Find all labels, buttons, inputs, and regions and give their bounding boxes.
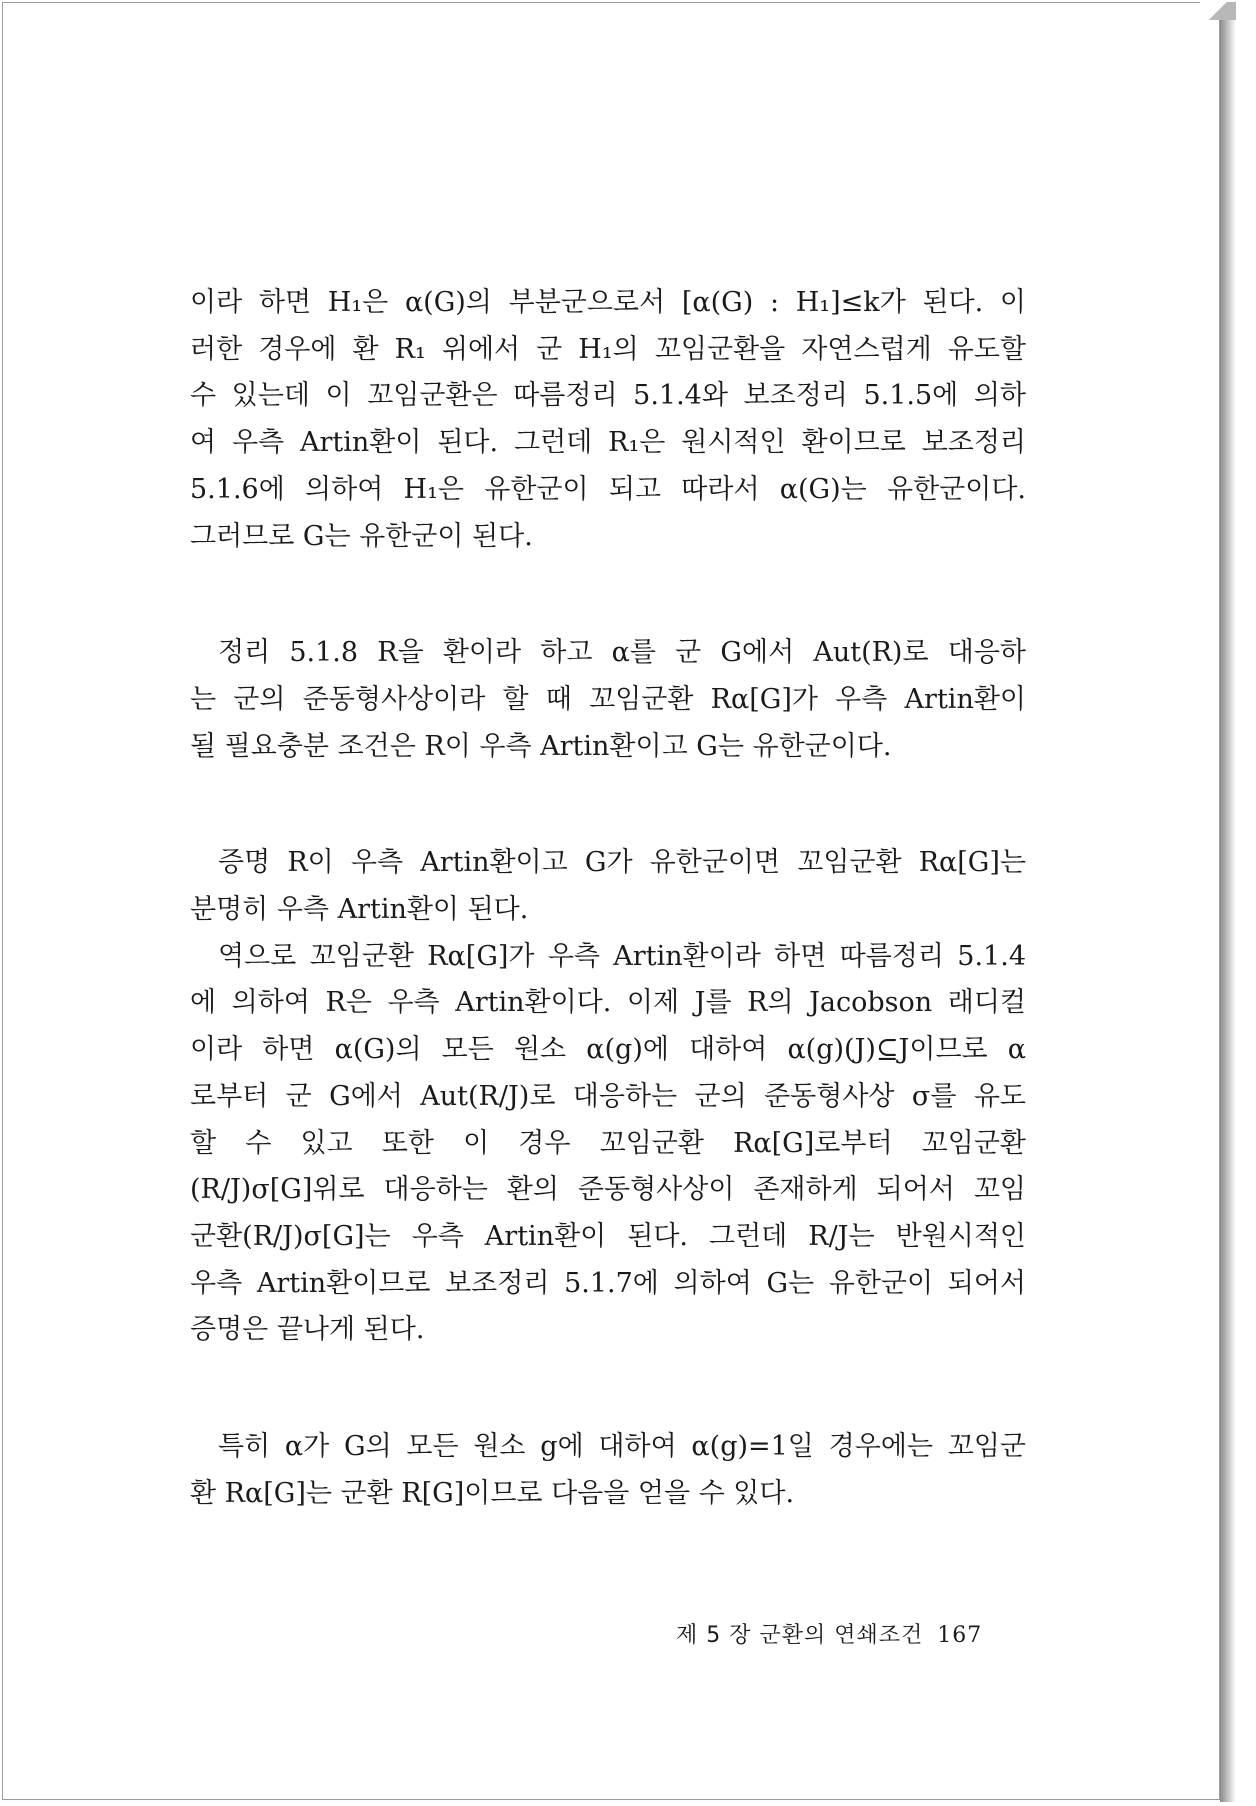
text-line: 특히 α가 G의 모든 원소 g에 대하여 α(g)=1일 경우에는 꼬임군 <box>218 1431 1026 1463</box>
text-line: 수 있는데 이 꼬임군환은 따름정리 5.1.4와 보조정리 5.1.5에 의하 <box>190 380 1026 412</box>
page-corner <box>1200 2 1236 20</box>
text-line: 에 의하여 R은 우측 Artin환이다. 이제 J를 R의 Jacobson 래디컬 <box>190 987 1026 1019</box>
text-line: 분명히 우측 Artin환이 된다. <box>190 894 529 926</box>
page-body <box>190 280 1026 1517</box>
running-footer <box>676 1618 982 1649</box>
text-line: 우측 Artin환이므로 보조정리 5.1.7에 의하여 G는 유한군이 되어서 <box>190 1267 1026 1299</box>
text-line: 정리 5.1.8 R을 환이라 하고 α를 군 G에서 Aut(R)로 대응하 <box>218 637 1026 669</box>
text-line: 환 Rα[G]는 군환 R[G]이므로 다음을 얻을 수 있다. <box>190 1477 795 1509</box>
text-line: (R/J)σ[G]위로 대응하는 환의 준동형사상이 존재하게 되어서 꼬임 <box>190 1174 1026 1206</box>
text-line: 군환(R/J)σ[G]는 우측 Artin환이 된다. 그런데 R/J는 반원시적인 <box>190 1220 1026 1252</box>
text-line: 증명 R이 우측 Artin환이고 G가 유한군이면 꼬임군환 Rα[G]는 <box>218 847 1026 879</box>
text-line: 러한 경우에 환 R₁ 위에서 군 H₁의 꼬임군환을 자연스럽게 유도할 <box>190 333 1026 365</box>
text-line: 될 필요충분 조건은 R이 우측 Artin환이고 G는 유한군이다. <box>190 730 892 762</box>
theorem-5-1-8 <box>190 630 1026 770</box>
text-line: 5.1.6에 의하여 H₁은 유한군이 되고 따라서 α(G)는 유한군이다. <box>190 473 1026 505</box>
text-line: 이라 하면 H₁은 α(G)의 부분군으로서 [α(G) : H₁]≤k가 된다. 이 <box>190 287 1026 318</box>
paragraph-corollary-intro <box>190 1424 1026 1517</box>
page-number: 167 <box>937 1623 983 1648</box>
paragraph-proof-conclusion <box>190 280 1026 560</box>
text-line: 이라 하면 α(G)의 모든 원소 α(g)에 대하여 α(g)(J)⊆J이므로 α <box>190 1034 1026 1066</box>
proof-paragraph-1 <box>190 840 1026 933</box>
text-line: 여 우측 Artin환이 된다. 그런데 R₁은 원시적인 환이므로 보조정리 <box>190 427 1026 459</box>
proof-paragraph-2 <box>190 934 1026 1354</box>
text-line: 그러므로 G는 유한군이 된다. <box>190 520 533 552</box>
text-line: 증명은 끝나게 된다. <box>190 1314 425 1346</box>
text-line: 역으로 꼬임군환 Rα[G]가 우측 Artin환이라 하면 따름정리 5.1.4 <box>218 940 1026 972</box>
text-line: 는 군의 준동형사상이라 할 때 꼬임군환 Rα[G]가 우측 Artin환이 <box>190 683 1026 715</box>
page-edge-shadow <box>1220 8 1236 1802</box>
chapter-title: 제 5 장 군환의 연쇄조건 <box>676 1623 924 1648</box>
text-line: 할 수 있고 또한 이 경우 꼬임군환 Rα[G]로부터 꼬임군환 <box>190 1127 1026 1159</box>
text-line: 로부터 군 G에서 Aut(R/J)로 대응하는 군의 준동형사상 σ를 유도 <box>190 1080 1026 1112</box>
